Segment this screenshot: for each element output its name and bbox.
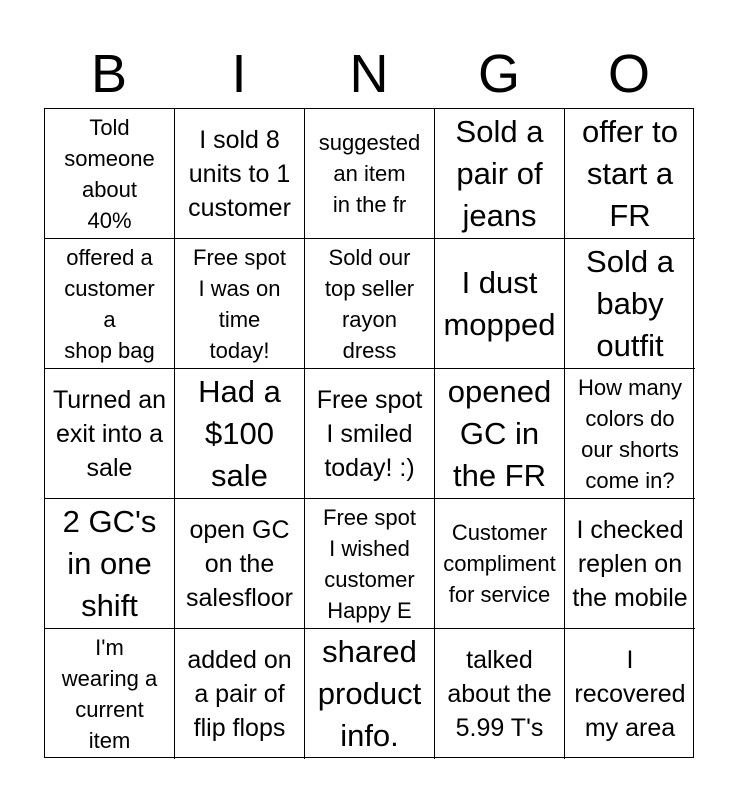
bingo-cell[interactable] [175, 369, 305, 499]
bingo-cell[interactable] [435, 499, 565, 629]
header-letter-i: I [231, 44, 247, 104]
header-letter-b: B [90, 44, 128, 104]
bingo-cell-text: Sold a baby outfit [586, 243, 674, 363]
bingo-cell[interactable] [175, 499, 305, 629]
bingo-cell-text: opened GC in the FR [447, 373, 552, 493]
bingo-cell-text: Customer compliment for service [443, 520, 556, 607]
bingo-cell[interactable] [305, 109, 435, 239]
bingo-cell[interactable] [305, 369, 435, 499]
bingo-cell-text: I checked replen on the mobile [572, 515, 688, 612]
bingo-header [44, 40, 694, 108]
bingo-cell-text: offer to start a FR [582, 113, 678, 233]
bingo-cell-text: Had a $100 sale [198, 373, 281, 493]
bingo-cell-text: added on a pair of flip flops [187, 646, 292, 742]
bingo-cell[interactable] [565, 629, 695, 759]
bingo-cell-text: 2 GC's in one shift [62, 503, 157, 623]
bingo-cell[interactable] [305, 629, 435, 759]
bingo-cell[interactable] [45, 629, 175, 759]
bingo-cell[interactable] [435, 109, 565, 239]
bingo-cell-text: talked about the 5.99 T's [447, 646, 552, 742]
bingo-cell[interactable] [305, 239, 435, 369]
header-letter-o: O [607, 44, 650, 104]
bingo-cell-text: Turned an exit into a sale [52, 385, 167, 482]
bingo-cell[interactable] [175, 109, 305, 239]
bingo-cell[interactable] [565, 109, 695, 239]
bingo-cell[interactable] [45, 109, 175, 239]
bingo-cell-text: I sold 8 units to 1 customer [188, 125, 291, 222]
bingo-cell-text: Free spot I smiled today! :) [316, 385, 423, 482]
bingo-cell[interactable] [175, 629, 305, 759]
bingo-cell-text: shared product info. [317, 634, 422, 753]
bingo-cell[interactable] [435, 629, 565, 759]
bingo-cell-text: Sold our top seller rayon dress [324, 244, 415, 363]
bingo-cell[interactable] [305, 499, 435, 629]
bingo-cell[interactable] [45, 499, 175, 629]
bingo-cell-text: Free spot I was on time today! [193, 244, 286, 363]
bingo-cell[interactable] [435, 369, 565, 499]
bingo-cell[interactable] [45, 369, 175, 499]
bingo-cell-text: suggested an item in the fr [318, 130, 421, 217]
bingo-cell[interactable] [45, 239, 175, 369]
header-letter-n: N [349, 44, 389, 104]
bingo-cell-text: Sold a pair of jeans [455, 113, 544, 233]
bingo-cell-text: How many colors do our shorts come in? [578, 374, 682, 493]
bingo-cell[interactable] [565, 239, 695, 369]
bingo-cell-text: open GC on the salesfloor [186, 515, 293, 612]
bingo-cell-text: Free spot I wished customer Happy E [323, 504, 416, 623]
bingo-cell[interactable] [435, 239, 565, 369]
bingo-cell[interactable] [565, 369, 695, 499]
bingo-grid [44, 108, 694, 758]
bingo-cell-text: I'm wearing a current item [61, 635, 158, 753]
bingo-cell-text: I recovered my area [574, 646, 686, 742]
bingo-cell-text: I dust mopped [443, 264, 556, 342]
bingo-cell-text: offered a customer a shop bag [64, 244, 155, 363]
bingo-cell[interactable] [175, 239, 305, 369]
bingo-cell[interactable] [565, 499, 695, 629]
bingo-cell-text: Told someone about 40% [64, 114, 155, 233]
header-letter-g: G [477, 44, 520, 104]
